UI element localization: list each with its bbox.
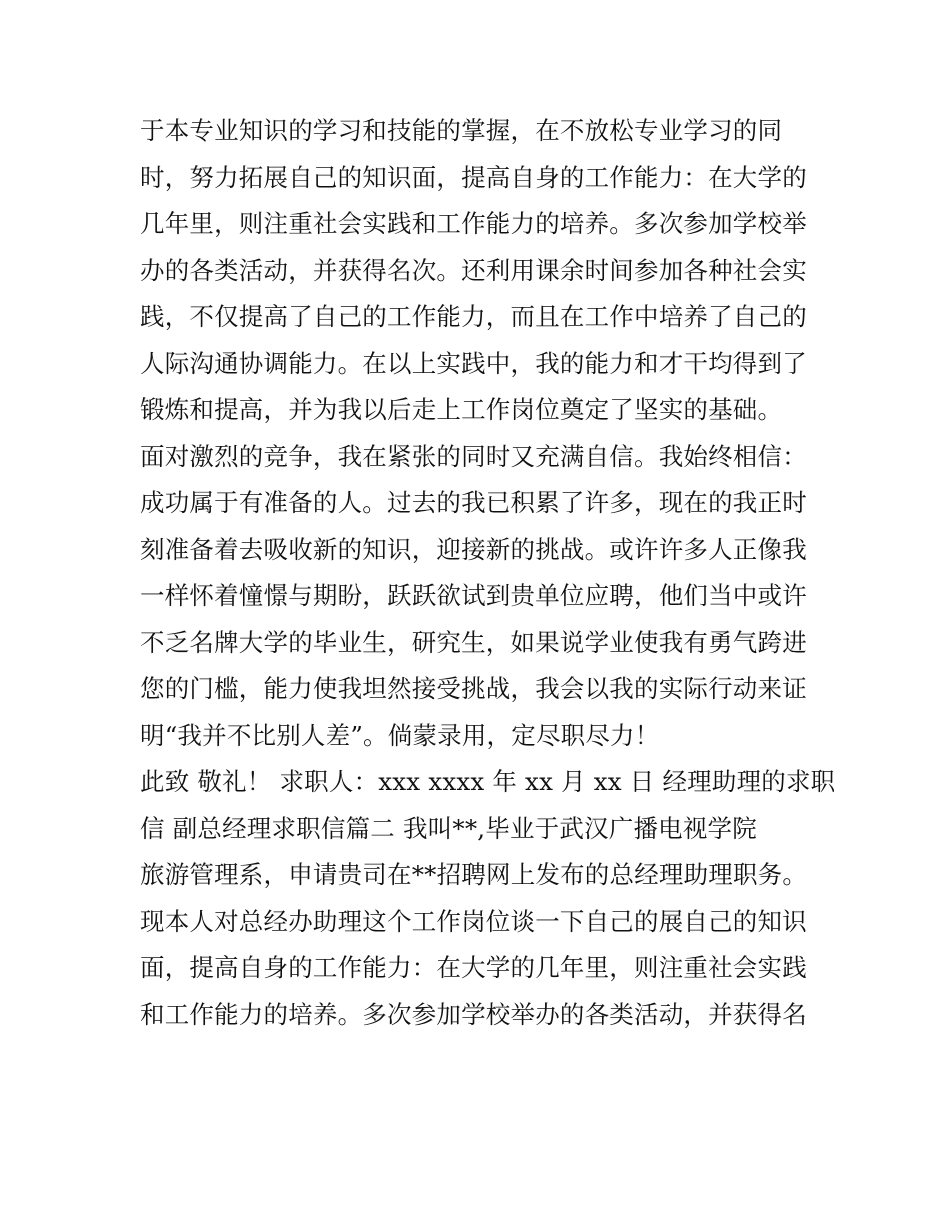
text-line-19: 面，提高自身的工作能力：在大学的几年里，则注重社会实践 [140, 953, 807, 982]
text-line-1: 于本专业知识的学习和技能的掌握，在不放松专业学习的同 [140, 116, 783, 145]
text-line-4: 办的各类活动，并获得名次。还利用课余时间参加各种社会实 [140, 255, 807, 285]
text-line-6: 人际沟通协调能力。在以上实践中，我的能力和才干均得到了 [140, 348, 807, 378]
text-line-14: 明“我并不比别人差”。倘蒙录用，定尽职尽力！ [140, 720, 660, 750]
body-text [140, 108, 836, 1038]
text-line-3: 几年里，则注重社会实践和工作能力的培养。多次参加学校举 [140, 209, 807, 238]
text-line-20: 和工作能力的培养。多次参加学校举办的各类活动，并获得名 [140, 999, 807, 1029]
text-line-16: 信 副总经理求职信篇二 我叫**,毕业于武汉广播电视学院 [140, 813, 757, 843]
text-line-15: 此致 敬礼！ 求职人：xxx xxxx 年 xx 月 xx 日 经理助理的求职 [140, 767, 836, 796]
text-line-5: 践，不仅提高了自己的工作能力，而且在工作中培养了自己的 [140, 302, 807, 331]
text-line-10: 刻准备着去吸收新的知识，迎接新的挑战。或许许多人正像我 [140, 534, 807, 564]
text-line-7: 锻炼和提高，并为我以后走上工作岗位奠定了坚实的基础。 [140, 395, 783, 424]
text-line-13: 您的门槛，能力使我坦然接受挑战，我会以我的实际行动来证 [140, 674, 807, 703]
text-line-17: 旅游管理系，申请贵司在**招聘网上发布的总经理助理职务。 [140, 860, 808, 889]
text-line-18: 现本人对总经办助理这个工作岗位谈一下自己的展自己的知识 [140, 906, 807, 936]
text-line-2: 时，努力拓展自己的知识面，提高自身的工作能力：在大学的 [140, 162, 807, 192]
text-line-12: 不乏名牌大学的毕业生，研究生，如果说学业使我有勇气跨进 [140, 627, 807, 657]
text-line-8: 面对激烈的竞争，我在紧张的同时又充满自信。我始终相信： [140, 441, 807, 471]
text-line-11: 一样怀着憧憬与期盼，跃跃欲试到贵单位应聘，他们当中或许 [140, 581, 807, 610]
text-line-9: 成功属于有准备的人。过去的我已积累了许多，现在的我正时 [140, 488, 807, 517]
